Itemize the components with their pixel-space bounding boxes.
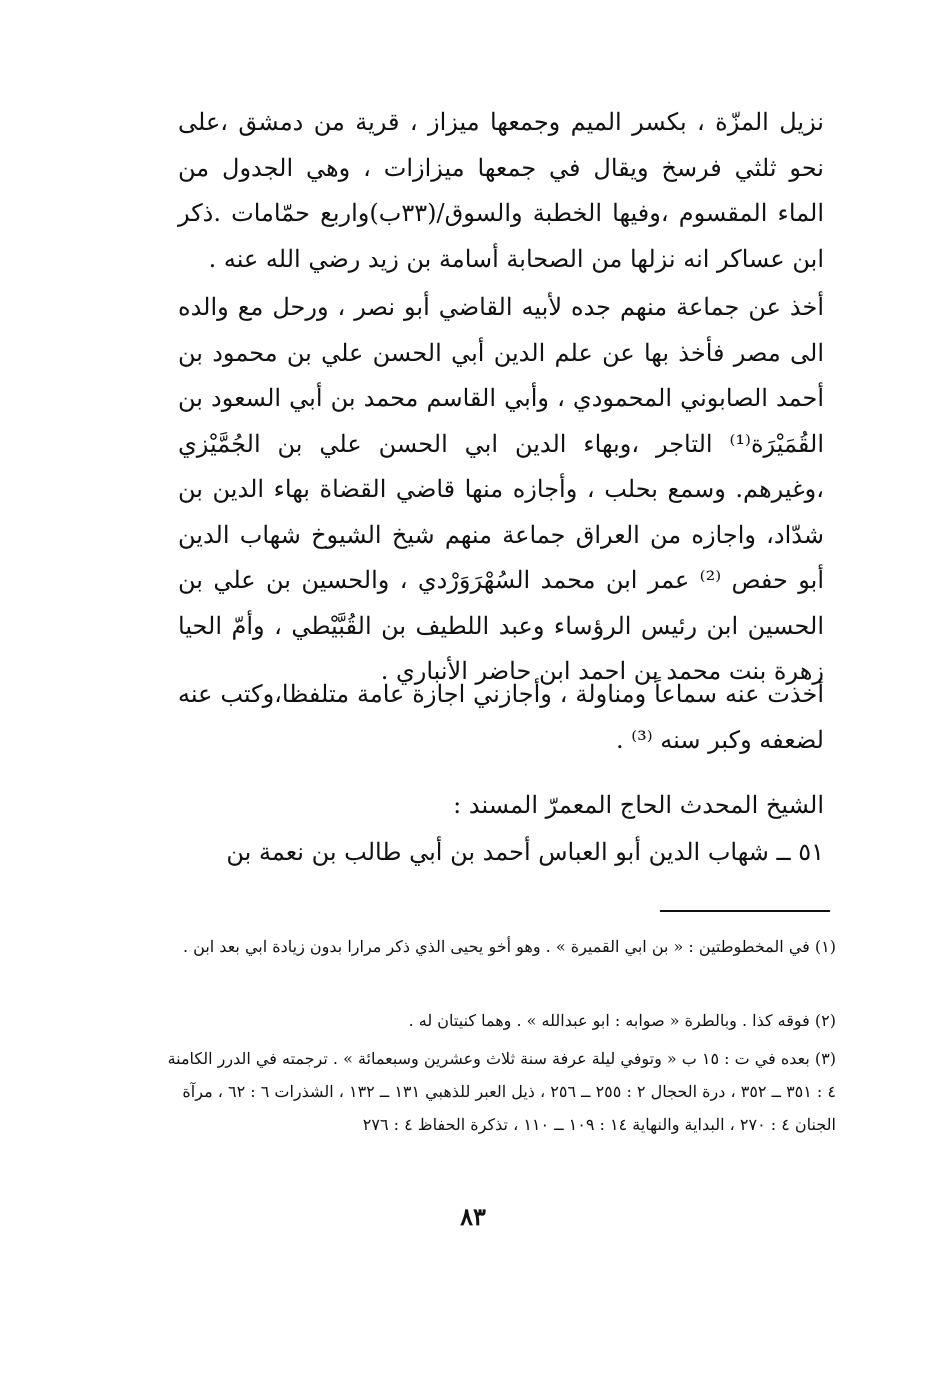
entry-text: ٥١ ــ شهاب الدين أبو العباس أحمد بن أبي طالب بن نعمة بن xyxy=(226,838,824,866)
biography-entry-51 xyxy=(178,830,824,876)
footnote-text: (٢) فوقه كذا . وبالطرة « صوابه : ابو عبدالله » . وهما كنيتان له . xyxy=(408,1011,836,1030)
heading-text: الشيخ المحدث الحاج المعمرّ المسند : xyxy=(453,791,824,819)
paragraph-author-note xyxy=(178,672,824,763)
footnote-2 xyxy=(160,1004,836,1037)
paragraph-mezzeh-description xyxy=(178,100,824,282)
paragraph-teachers xyxy=(178,285,824,695)
page-number: ٨٣ xyxy=(460,1202,486,1231)
paragraph-text: نزيل المزّة ، بكسر الميم وجمعها ميزاز ، قرية من دمشق ،على نحو ثلثي فرسخ ويقال في جمعها ميزازات ، وهي الجدول من الماء المقسوم ،وفيها الخطبة والسوق/(٣٣ب)واربع حمّامات .ذكر ابن عساكر انه نزلها من الصحابة أسامة بن زيد رضي الله عنه . xyxy=(178,108,824,273)
paragraph-text: أخذ عن جماعة منهم جده لأبيه القاضي أبو نصر ، ورحل مع والده الى مصر فأخذ بها عن علم الدين أبي الحسن علي بن محمود بن أحمد الصابوني المحمودي ، وأبي القاسم محمد بن أبي السعود بن القُمَيْرَة⁽¹⁾ التاجر ،وبهاء الدين ابي الحسن علي بن الجُمَّيْزي ،وغيرهم. وسمع بحلب ، وأجازه منها قاضي القضاة بهاء الدين بن شدّاد، واجازه من العراق جماعة منهم شيخ الشيوخ شهاب الدين أبو حفص ⁽²⁾ عمر ابن محمد السُهْرَوَرْدي ، والحسين بن علي بن الحسين ابن رئيس الرؤساء وعبد اللطيف بن القُبَّيْطي ، وأمّ الحيا زهرة بنت محمد بن احمد ابن حاضر الأنباري . xyxy=(178,293,825,685)
section-heading xyxy=(178,783,824,829)
footnote-text: (١) في المخطوطتين : « بن ابي القميرة » . وهو أخو يحيى الذي ذكر مرارا بدون زيادة ابي بعد ابن . xyxy=(182,937,836,956)
footnote-divider xyxy=(660,910,830,912)
footnote-3 xyxy=(160,1042,836,1141)
footnote-text: (٣) بعده في ت : ١٥ ب « وتوفي ليلة عرفة سنة ثلاث وعشرين وسبعمائة » . ترجمته في الدرر الكامنة ٤ : ٣٥١ ــ ٣٥٢ ، درة الحجال ٢ : ٢٥٥ ــ ٢٥٦ ، ذيل العبر للذهبي ١٣١ ــ ١٣٢ ، الشذرات ٦ : ٦٢ ، مرآة الجنان ٤ : ٢٧٠ ، البداية والنهاية ١٤ : ١٠٩ ــ ١١٠ ، تذكرة الحفاظ ٤ : ٢٧٦ xyxy=(167,1049,836,1134)
paragraph-text: أخذت عنه سماعاً ومناولة ، وأجازني اجازة عامة متلفظا،وكتب عنه لضعفه وكبر سنه ⁽³⁾ . xyxy=(178,680,824,754)
footnote-1 xyxy=(160,930,836,963)
